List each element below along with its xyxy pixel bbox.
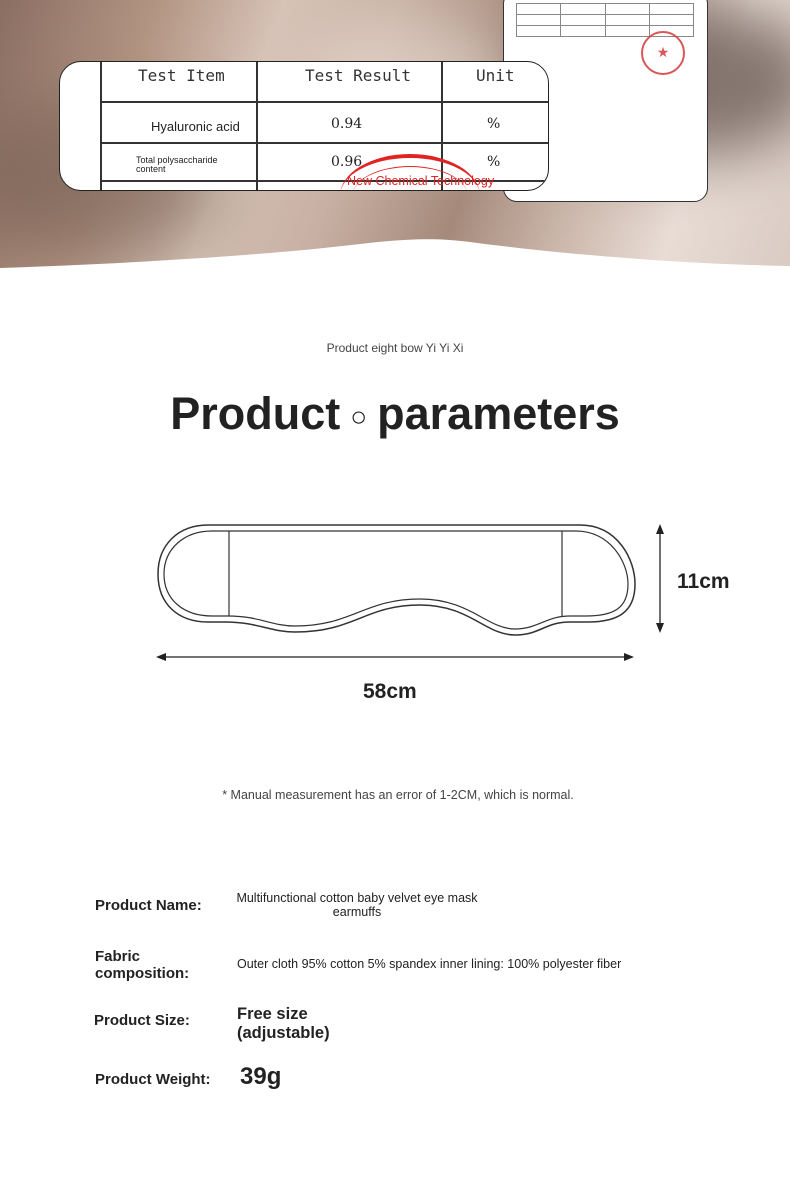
fabric-composition-value: Outer cloth 95% cotton 5% spandex inner lining: 100% polyester fiber bbox=[237, 957, 622, 971]
table-divider bbox=[100, 101, 548, 103]
row-unit: % bbox=[487, 116, 501, 132]
product-name-value bbox=[226, 891, 488, 919]
table-divider bbox=[100, 142, 548, 144]
product-name-line: earmuffs bbox=[332, 905, 382, 919]
header-test-item: Test Item bbox=[138, 66, 225, 85]
stamp-text: New Chemical Technology bbox=[347, 174, 495, 188]
product-weight-label: Product Weight: bbox=[95, 1071, 211, 1088]
row-unit: % bbox=[487, 154, 501, 170]
test-result-callout bbox=[59, 61, 549, 191]
title-separator: ○ bbox=[350, 401, 368, 433]
arrow-left-icon bbox=[156, 653, 166, 661]
section-subtitle: Product eight bow Yi Yi Xi bbox=[326, 341, 464, 355]
title-right: parameters bbox=[377, 388, 620, 439]
height-label: 11cm bbox=[677, 570, 730, 593]
arrow-right-icon bbox=[624, 653, 634, 661]
product-size-value bbox=[237, 1005, 330, 1043]
mask-inner-outline bbox=[164, 531, 628, 629]
row-result: 0.96 bbox=[331, 154, 363, 170]
fabric-label-line: composition: bbox=[95, 965, 190, 982]
row-item: Hyaluronic acid bbox=[151, 119, 240, 134]
wave-divider bbox=[0, 230, 790, 270]
product-size-line: (adjustable) bbox=[237, 1024, 330, 1042]
arrow-down-icon bbox=[656, 623, 664, 633]
table-divider bbox=[100, 62, 102, 190]
product-size-label: Product Size: bbox=[94, 1012, 190, 1029]
hero-banner bbox=[0, 0, 790, 270]
eye-mask-diagram bbox=[150, 510, 680, 670]
table-divider bbox=[256, 62, 258, 190]
header-unit: Unit bbox=[476, 66, 515, 85]
product-name-line: Multifunctional cotton baby velvet eye mask bbox=[236, 891, 478, 905]
fabric-composition-label bbox=[95, 948, 189, 982]
row-item: Total polysaccharide content bbox=[136, 155, 218, 174]
section-title bbox=[0, 388, 790, 440]
measurement-note: * Manual measurement has an error of 1-2CM, which is normal. bbox=[222, 788, 574, 802]
fabric-label-line: Fabric bbox=[95, 948, 141, 965]
product-name-label: Product Name: bbox=[95, 897, 202, 914]
arrow-up-icon bbox=[656, 524, 664, 534]
red-seal-stamp: ★ bbox=[641, 31, 685, 75]
row-result: 0.94 bbox=[331, 116, 363, 132]
product-size-line: Free size bbox=[237, 1005, 308, 1023]
product-weight-value: 39g bbox=[240, 1063, 282, 1090]
header-test-result: Test Result bbox=[305, 66, 411, 85]
width-label: 58cm bbox=[363, 680, 417, 703]
title-left: Product bbox=[170, 388, 341, 439]
